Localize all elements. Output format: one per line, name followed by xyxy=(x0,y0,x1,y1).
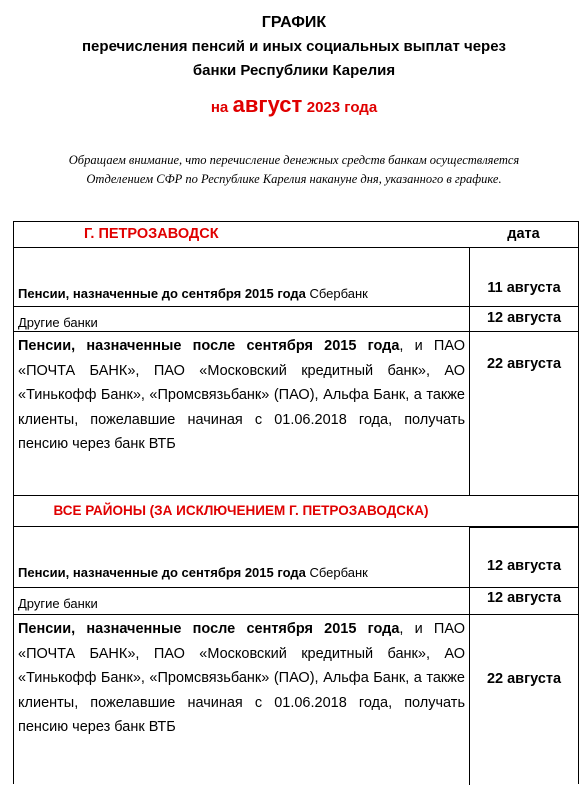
month-suffix: 2023 года xyxy=(306,99,378,116)
row-date: 22 августа xyxy=(469,332,578,495)
table-row xyxy=(14,587,578,615)
section-title: ВСЕ РАЙОНЫ (ЗА ИСКЛЮЧЕНИЕМ Г. ПЕТРОЗАВОДСКА) xyxy=(53,503,429,518)
row-description xyxy=(14,527,469,585)
row-rest-text: Другие банки xyxy=(18,315,98,330)
row-rest-text: Другие банки xyxy=(18,596,98,611)
row-rest-text: , и ПАО «ПОЧТА БАНК», ПАО «Московский кредитный банк», АО «Тинькофф Банк», «Промсвязьбанк» (ПАО), Альфа Банк, а также клиенты, пожелавшие начиная с 01.06.2018 года, получать пенсию через банк ВТБ xyxy=(18,338,465,452)
table-row xyxy=(14,615,578,785)
row-description xyxy=(14,332,469,495)
document-subtitle-line1: перечисления пенсий и иных социальных выплат через xyxy=(82,38,506,55)
row-bold-text: Пенсии, назначенные до сентября 2015 года xyxy=(18,565,306,580)
section-title: Г. ПЕТРОЗАВОДСК xyxy=(84,226,219,242)
table-row xyxy=(14,332,578,496)
row-description xyxy=(14,615,469,785)
notice-text: Обращаем внимание, что перечисление денежных средств банкам осуществляется Отделением СФР по Республике Карелия накануне дня, указанного в графике. xyxy=(68,153,520,186)
row-bold-text: Пенсии, назначенные до сентября 2015 года xyxy=(18,286,306,301)
table-row xyxy=(14,306,578,332)
row-description xyxy=(14,591,469,617)
row-date: 12 августа xyxy=(469,527,578,587)
date-column-header: дата xyxy=(507,226,540,242)
row-rest-text: Сбербанк xyxy=(305,286,368,301)
document-title: ГРАФИК xyxy=(261,14,327,31)
row-date: 12 августа xyxy=(469,307,578,331)
row-description xyxy=(14,248,469,306)
section-header-row xyxy=(14,496,578,527)
row-date: 11 августа xyxy=(469,247,578,307)
row-date: 22 августа xyxy=(469,615,578,785)
row-bold-text: Пенсии, назначенные после сентября 2015 года xyxy=(18,621,400,637)
section-header-row xyxy=(14,222,578,248)
table-row xyxy=(14,248,578,306)
row-bold-text: Пенсии, назначенные после сентября 2015 года xyxy=(18,338,400,354)
row-rest-text: , и ПАО «ПОЧТА БАНК», ПАО «Московский кредитный банк», АО «Тинькофф Банк», «Промсвязьбанк» (ПАО), Альфа Банк, а также клиенты, пожелавшие начиная с 01.06.2018 года, получать пенсию через банк ВТБ xyxy=(18,621,465,735)
schedule-table xyxy=(13,221,579,784)
month-prefix: на xyxy=(210,99,229,116)
row-rest-text: Сбербанк xyxy=(305,565,368,580)
table-row xyxy=(14,527,578,587)
document-subtitle-line2: банки Республики Карелия xyxy=(192,62,396,79)
row-date: 12 августа xyxy=(469,588,578,614)
month-line xyxy=(0,92,588,118)
month-name: август xyxy=(232,92,303,117)
